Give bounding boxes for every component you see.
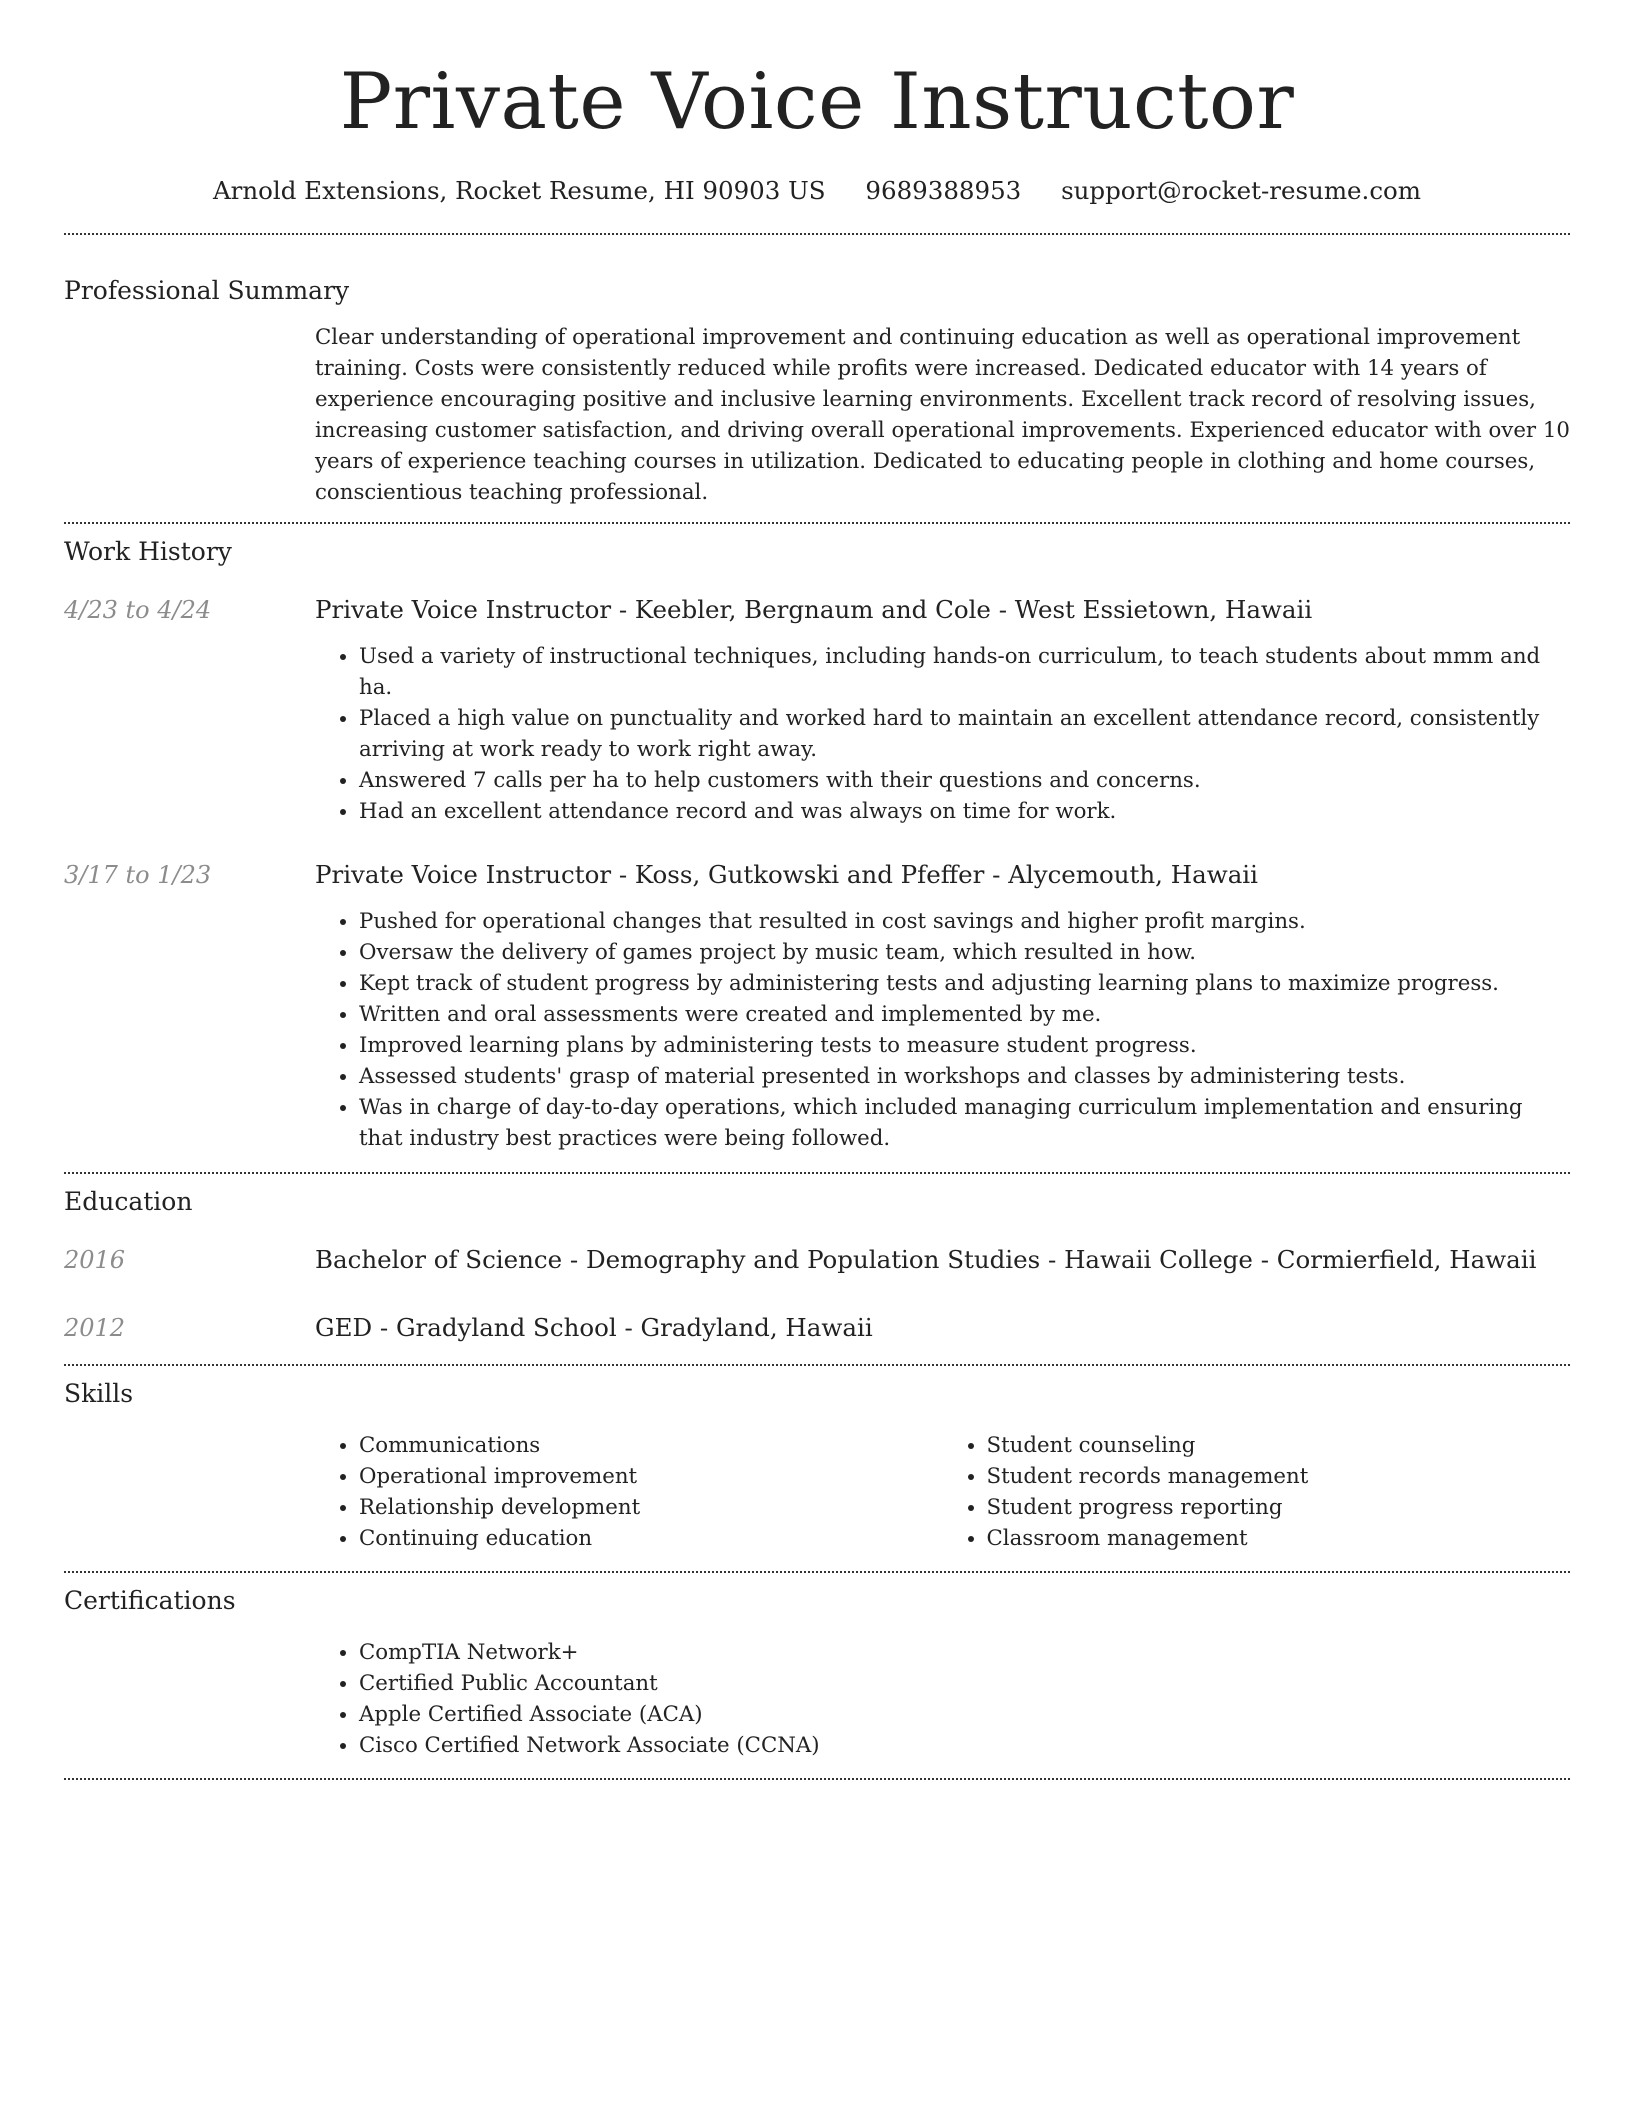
job-heading: Private Voice Instructor - Koss, Gutkowski and Pfeffer - Alycemouth, Hawaii [315,860,1258,889]
education-year: 2012 [64,1314,126,1342]
education-entry [64,1311,1570,1345]
skill-item: • Continuing education [359,1523,943,1554]
education-year: 2016 [64,1246,126,1274]
summary-text: Clear understanding of operational improvement and continuing education as well as operational improvement training. Costs were consistently reduced while profits were increased. Dedicated educator with 14 years of experience encouraging positive and inclusive learning environments. Excellent track record of resolving issues, increasing customer satisfaction, and driving overall operational improvements. Experienced educator with over 10 years of experience teaching courses in utilization. Dedicated to educating people in clothing and home courses, conscientious teaching professional. [315,325,1570,505]
resume-page [64,0,1570,1780]
divider [64,522,1570,524]
list-item: • Placed a high value on punctuality and worked hard to maintain an excellent attendance record, consistently arriving at work ready to work right away. [359,703,1570,765]
skills-row [64,1430,1570,1554]
skills-heading: Skills [64,1379,134,1408]
list-item: • Oversaw the delivery of games project by music team, which resulted in how. [359,937,1570,968]
certification-item: • Cisco Certified Network Associate (CCNA) [359,1730,1570,1761]
summary-row [64,322,1570,508]
list-item: • Had an excellent attendance record and was always on time for work. [359,796,1570,827]
skill-item: • Operational improvement [359,1461,943,1492]
education-heading-text: GED - Gradyland School - Gradyland, Hawaii [315,1313,873,1342]
work-history-heading: Work History [64,537,232,566]
certifications-row [64,1637,1570,1761]
summary-left-column [64,322,315,508]
contact-phone: 9689388953 [865,176,1022,205]
education-heading: Education [64,1187,193,1216]
education-entry [64,1243,1570,1277]
list-item: • Improved learning plans by administering tests to measure student progress. [359,1030,1570,1061]
summary-heading: Professional Summary [64,276,350,305]
list-item: • Kept track of student progress by administering tests and adjusting learning plans to maximize progress. [359,968,1570,999]
skills-left-column [64,1430,315,1554]
list-item: • Answered 7 calls per ha to help customers with their questions and concerns. [359,765,1570,796]
divider [64,1364,1570,1366]
certifications-left-column [64,1637,315,1761]
job-dates: 3/17 to 1/23 [64,861,212,889]
list-item: • Assessed students' grasp of material presented in workshops and classes by administering tests. [359,1061,1570,1092]
certification-item: • Certified Public Accountant [359,1668,1570,1699]
resume-name: Private Voice Instructor [339,57,1295,147]
job-heading: Private Voice Instructor - Keebler, Bergnaum and Cole - West Essietown, Hawaii [315,595,1313,624]
certification-item: • Apple Certified Associate (ACA) [359,1699,1570,1730]
list-item: • Was in charge of day-to-day operations, which included managing curriculum implementation and ensuring that industry best practices were being followed. [359,1092,1570,1154]
divider [64,1778,1570,1780]
divider [64,1172,1570,1174]
job-bullets [315,641,1570,827]
divider [64,233,1570,235]
divider [64,1571,1570,1573]
skills-list-right [943,1430,1571,1554]
contact-address: Arnold Extensions, Rocket Resume, HI 90903 US [212,176,826,205]
list-item: • Written and oral assessments were created and implemented by me. [359,999,1570,1030]
contact-email: support@rocket-resume.com [1061,176,1422,205]
skills-list-left [315,1430,943,1554]
job-entry [64,858,1570,1154]
contact-line [64,174,1570,208]
certifications-heading: Certifications [64,1586,236,1615]
skill-item: • Student progress reporting [987,1492,1571,1523]
education-heading-text: Bachelor of Science - Demography and Population Studies - Hawaii College - Cormierfield, Hawaii [315,1245,1537,1274]
skill-item: • Student counseling [987,1430,1571,1461]
skill-item: • Relationship development [359,1492,943,1523]
list-item: • Pushed for operational changes that resulted in cost savings and higher profit margins. [359,906,1570,937]
skill-item: • Classroom management [987,1523,1571,1554]
skill-item: • Communications [359,1430,943,1461]
job-dates: 4/23 to 4/24 [64,596,212,624]
job-entry [64,593,1570,827]
certification-item: • CompTIA Network+ [359,1637,1570,1668]
job-bullets [315,906,1570,1154]
certifications-list [315,1637,1570,1761]
list-item: • Used a variety of instructional techniques, including hands-on curriculum, to teach students about mmm and ha. [359,641,1570,703]
skill-item: • Student records management [987,1461,1571,1492]
